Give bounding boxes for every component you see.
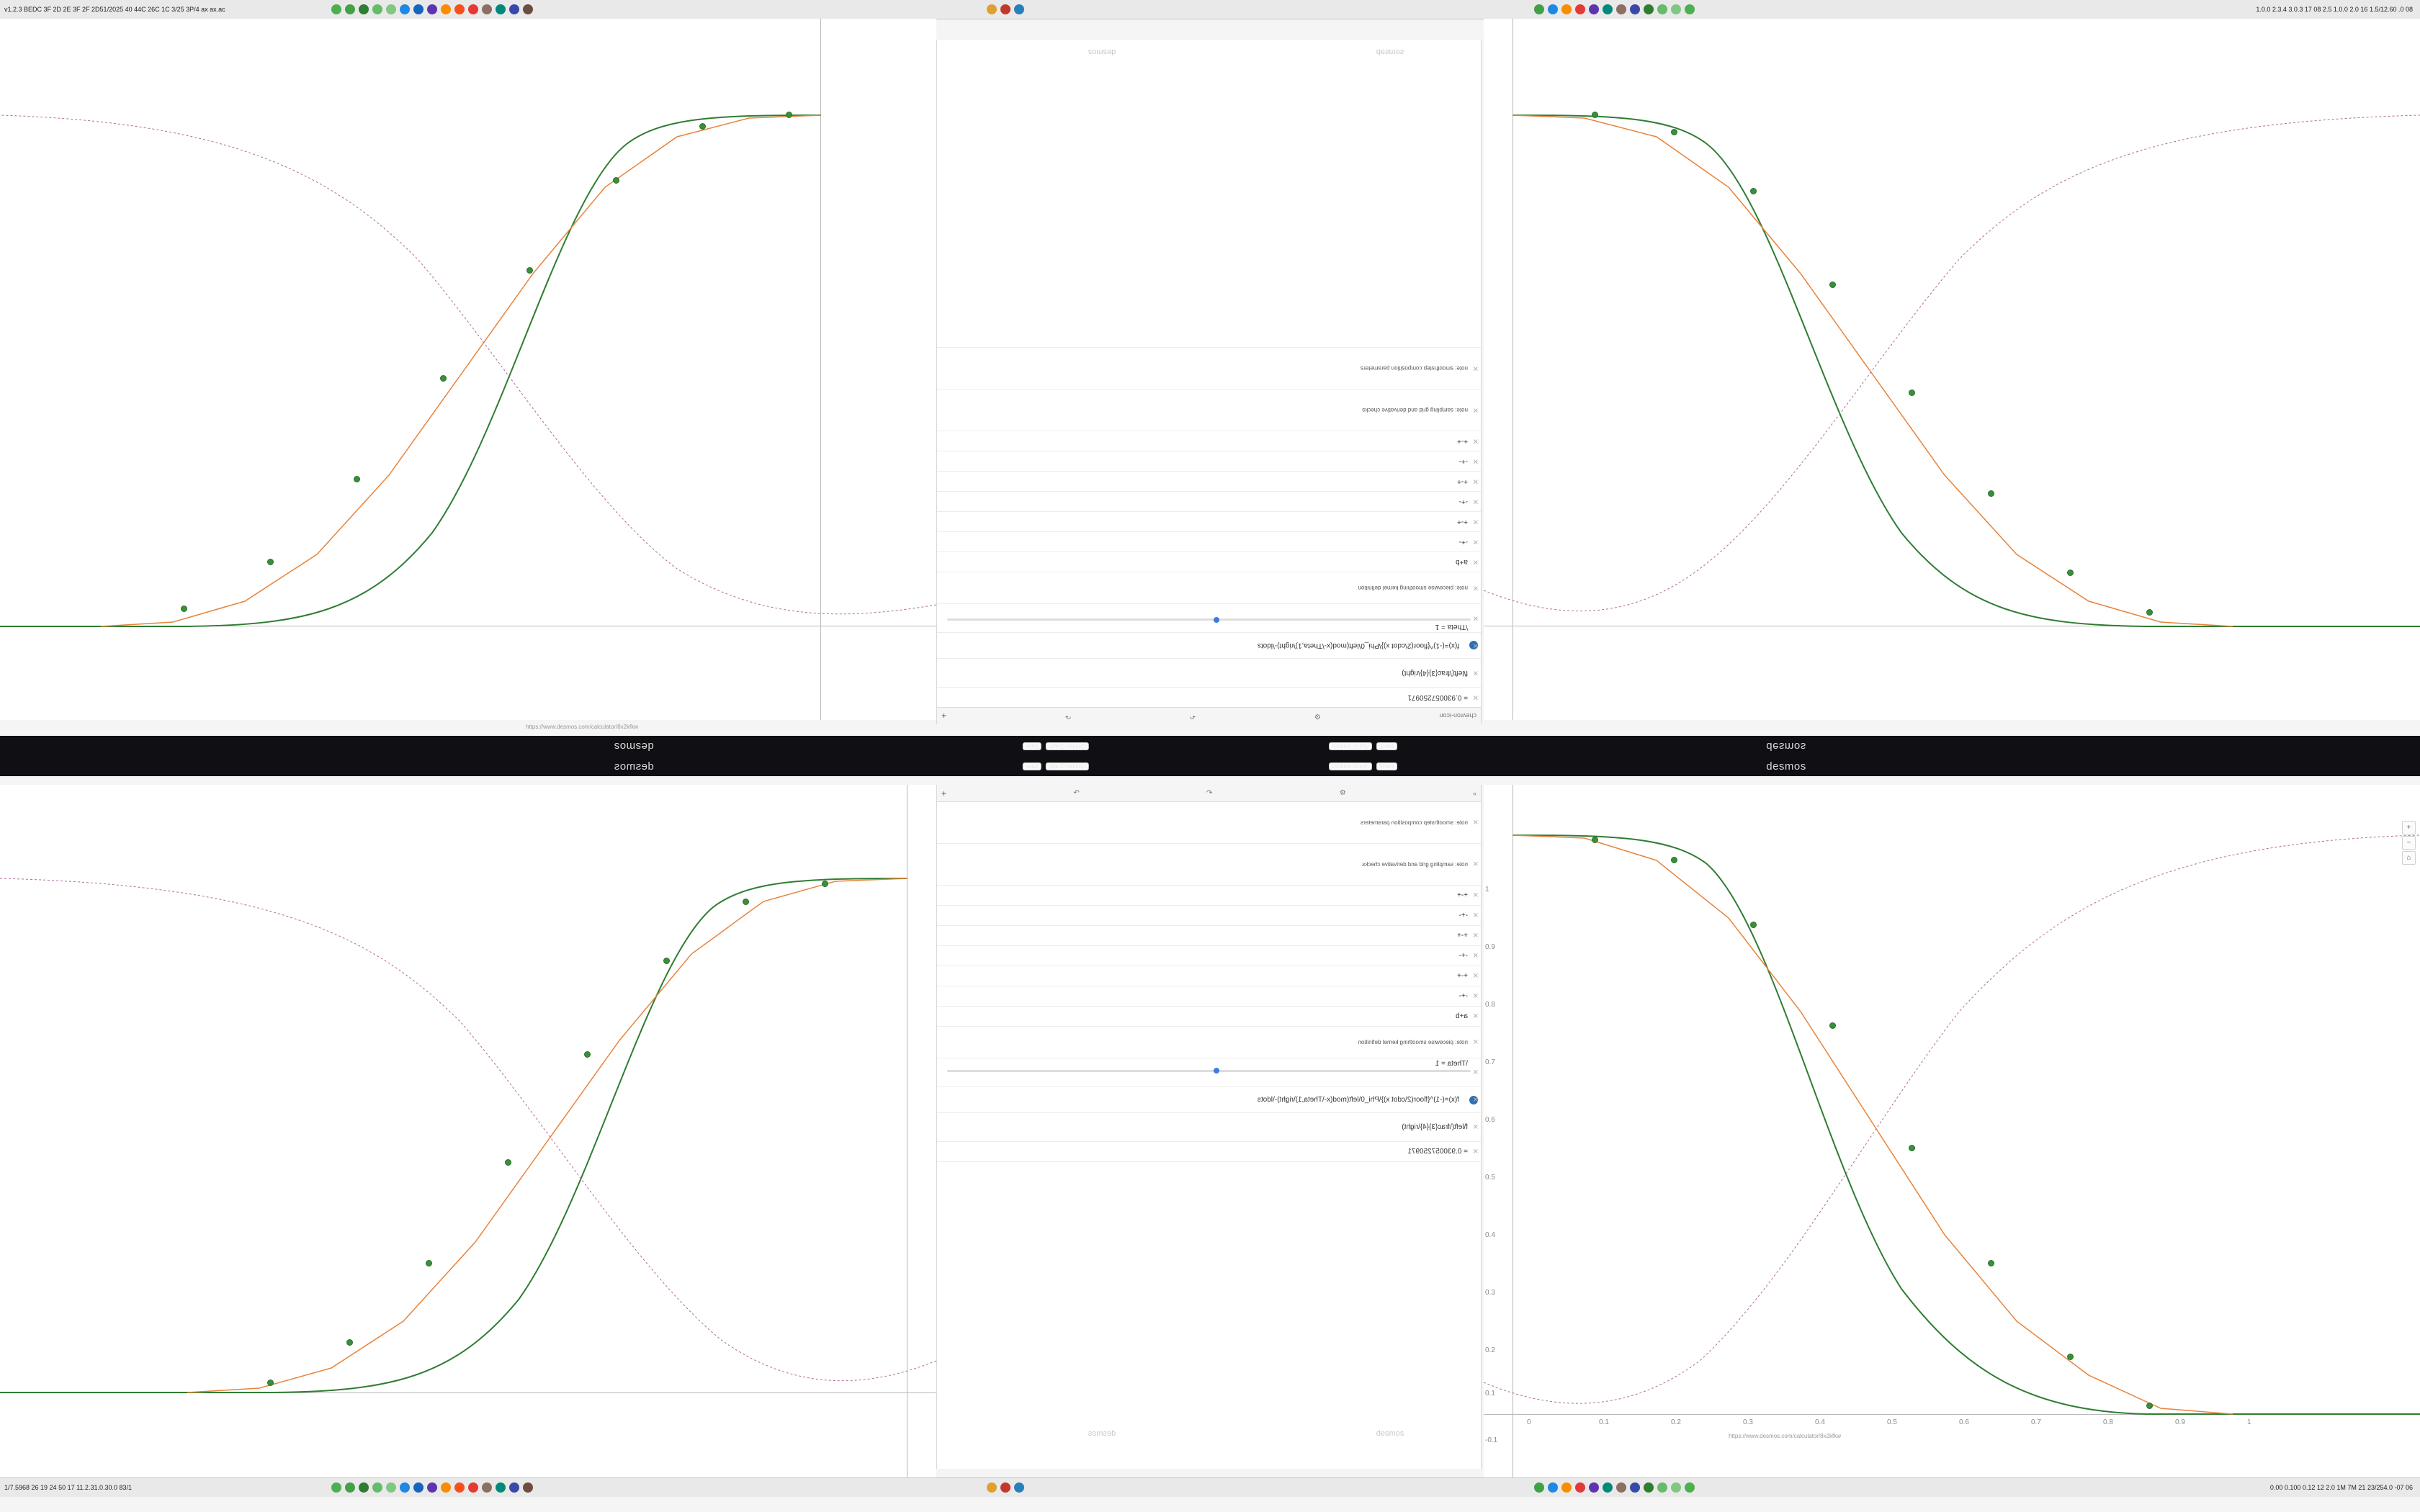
rdock-10[interactable] — [1671, 4, 1681, 14]
expr-row-result[interactable] — [937, 1142, 1481, 1162]
expr-row[interactable] — [937, 511, 1481, 531]
expr-latex: -+- — [1458, 952, 1468, 960]
bdock-0[interactable] — [331, 1482, 341, 1493]
expr-row-function[interactable] — [937, 632, 1481, 658]
taskbar-upper-fields[interactable] — [1023, 742, 1089, 750]
expr-latex: +-+ — [1456, 518, 1468, 526]
sample-point — [2146, 1403, 2153, 1409]
redo-icon[interactable]: ↷ — [1073, 789, 1080, 797]
expr-row[interactable] — [937, 491, 1481, 511]
sample-point — [505, 1159, 511, 1166]
sample-point — [1750, 188, 1757, 194]
dock-icon-6[interactable] — [413, 4, 424, 14]
center-icon-1[interactable] — [1000, 4, 1010, 14]
y-tick-04: 0.4 — [1485, 1231, 1495, 1239]
x-tick-01: 0.1 — [1599, 1418, 1609, 1426]
bdock-12[interactable] — [496, 1482, 506, 1493]
sample-point — [1988, 1260, 1994, 1266]
delete-icon[interactable]: ✕ — [1472, 891, 1479, 899]
y-tick-07: 0.7 — [1485, 1058, 1495, 1066]
delete-icon[interactable]: ✕ — [1472, 952, 1479, 960]
delete-icon[interactable]: ✕ — [1472, 642, 1479, 649]
taskbar-lower-fields-mirror[interactable] — [1329, 762, 1397, 770]
sample-point — [526, 267, 533, 274]
expr-row-note[interactable] — [937, 389, 1481, 431]
brand-bottom-left — [994, 1429, 1210, 1438]
sample-point — [1592, 112, 1598, 118]
expr-latex: -+- — [1458, 912, 1468, 919]
curve-group — [1484, 785, 2420, 1486]
expr-toolbar[interactable] — [937, 707, 1481, 724]
delete-icon[interactable]: ✕ — [1472, 819, 1479, 827]
sample-point — [2067, 570, 2074, 576]
taskbar-upper[interactable] — [0, 736, 2420, 756]
dock-icon-1[interactable] — [345, 4, 355, 14]
bdock-5[interactable] — [400, 1482, 410, 1493]
expr-latex: -+- — [1458, 992, 1468, 1000]
bdock-4[interactable] — [386, 1482, 396, 1493]
brdock-11[interactable] — [1685, 1482, 1695, 1493]
dock-icon-10[interactable] — [468, 4, 478, 14]
brdock-8[interactable] — [1644, 1482, 1654, 1493]
dock-icon-11[interactable] — [482, 4, 492, 14]
center-icon-2[interactable] — [1014, 4, 1024, 14]
expr-row[interactable] — [937, 946, 1481, 966]
rdock-6[interactable] — [1616, 4, 1626, 14]
brand-top-right — [1282, 48, 1498, 56]
sample-point — [426, 1260, 432, 1266]
bdock-2[interactable] — [359, 1482, 369, 1493]
expr-latex: +-+ — [1456, 891, 1468, 899]
note-text: note: smoothstep composition parameters — [1361, 819, 1468, 826]
share-button[interactable]: Share — [1376, 762, 1397, 770]
expr-row[interactable] — [937, 986, 1481, 1007]
note-text: note: smoothstep composition parameters — [1361, 365, 1468, 372]
dock-icon-14[interactable] — [523, 4, 533, 14]
expr-row[interactable] — [937, 1007, 1481, 1027]
expr-row-slider[interactable] — [937, 1058, 1481, 1087]
center-icon-0[interactable] — [987, 4, 997, 14]
expr-row[interactable] — [937, 531, 1481, 552]
x-tick-08: 0.8 — [2103, 1418, 2113, 1426]
x-tick-09: 0.9 — [2175, 1418, 2185, 1426]
bottom-dock-right[interactable] — [1534, 1482, 1697, 1493]
sample-point — [346, 1339, 353, 1346]
expr-row[interactable] — [937, 886, 1481, 906]
brdock-7[interactable] — [1630, 1482, 1640, 1493]
expr-latex: \Theta = 1 — [1435, 623, 1468, 631]
delete-icon[interactable]: ✕ — [1472, 477, 1479, 485]
bdock-3[interactable] — [372, 1482, 382, 1493]
graph-title-field[interactable]: Untitled Graph — [1046, 742, 1089, 750]
delete-icon[interactable]: ✕ — [1472, 518, 1479, 526]
rdock-9[interactable] — [1657, 4, 1667, 14]
sample-point — [1592, 837, 1598, 843]
taskbar-upper-title-right: desmos — [1766, 739, 1806, 752]
note-text: note: piecewise smoothing kernel definition — [1358, 585, 1468, 592]
delete-icon[interactable]: ✕ — [1472, 1038, 1479, 1046]
dock-icon-2[interactable] — [359, 4, 369, 14]
sample-point — [1671, 129, 1677, 135]
theta-slider[interactable] — [947, 618, 1471, 621]
graph-bottom-left[interactable] — [0, 785, 936, 1486]
expr-row-note[interactable] — [937, 572, 1481, 603]
expr-row-result[interactable] — [937, 687, 1481, 707]
x-tick-1: 1 — [2247, 1418, 2251, 1426]
expr-row[interactable] — [937, 552, 1481, 572]
delete-icon[interactable]: ✕ — [1472, 437, 1479, 445]
delete-icon[interactable]: ✕ — [1472, 912, 1479, 919]
brdock-4[interactable] — [1589, 1482, 1599, 1493]
sample-point — [1829, 282, 1836, 288]
rdock-2[interactable] — [1561, 4, 1572, 14]
brdock-10[interactable] — [1671, 1482, 1681, 1493]
delete-icon[interactable]: ✕ — [1472, 860, 1479, 868]
status-url-bottom-right: https://www.desmos.com/calculator/8x2kfkw — [1729, 1433, 1842, 1439]
add-expression-button[interactable]: + — [941, 788, 947, 798]
bdock-1[interactable] — [345, 1482, 355, 1493]
y-tick-09: 0.9 — [1485, 943, 1495, 951]
dock-icon-12[interactable] — [496, 4, 506, 14]
expr-latex: a+b — [1456, 1012, 1468, 1020]
graph-zoom-controls[interactable] — [2402, 821, 2415, 866]
expr-row-note[interactable] — [937, 844, 1481, 886]
delete-icon[interactable]: ✕ — [1472, 1148, 1479, 1156]
undo-icon[interactable]: ↶ — [1206, 789, 1213, 797]
y-tick-03: 0.3 — [1485, 1289, 1495, 1297]
bottom-os-right-text: 0.00 0.100 0.12 12 2.0 1M 7M 21 23/254.0 -07 06 — [2269, 1484, 2413, 1491]
home-button[interactable]: ⌂ — [2402, 851, 2416, 865]
bdock-6[interactable] — [413, 1482, 424, 1493]
delete-icon[interactable]: ✕ — [1472, 498, 1479, 505]
top-os-bar — [0, 0, 2420, 19]
delete-icon[interactable]: ✕ — [1472, 614, 1479, 622]
expr-row-eval[interactable] — [937, 1113, 1481, 1142]
bdock-13[interactable] — [509, 1482, 519, 1493]
bcenter-1[interactable] — [1000, 1482, 1010, 1493]
share-button[interactable]: Share — [1376, 742, 1397, 750]
graph-top-left[interactable] — [0, 19, 936, 720]
delete-icon[interactable]: ✕ — [1472, 1012, 1479, 1020]
expr-latex: f(x)=(-1)^{floor(2\cdot x)}\Phi_0\left(mod(x-\Theta,1)\right)-\ldots — [1257, 1096, 1459, 1104]
add-expression-button[interactable]: + — [941, 711, 947, 721]
expr-latex: a+b — [1456, 558, 1468, 566]
expr-row[interactable] — [937, 451, 1481, 471]
expr-latex: \Theta = 1 — [1435, 1060, 1468, 1068]
result-value: = 0.930057250971 — [1407, 1148, 1468, 1156]
brand-label: desmos — [1088, 1429, 1116, 1438]
rdock-3[interactable] — [1575, 4, 1585, 14]
x-tick-04: 0.4 — [1815, 1418, 1825, 1426]
expr-row[interactable] — [937, 926, 1481, 946]
sample-point — [584, 1051, 591, 1058]
curve-group — [0, 19, 936, 720]
expr-row-eval[interactable] — [937, 658, 1481, 687]
bottom-os-left-text: 1/7.5968 26 19 24 50 17 11.2.31.0.30.0 83/1 — [4, 1484, 132, 1491]
sample-point — [786, 112, 792, 118]
expression-panel-lower-left[interactable] — [936, 785, 1482, 1469]
sample-point — [613, 177, 619, 184]
delete-icon[interactable]: ✕ — [1472, 693, 1479, 701]
x-tick-07: 0.7 — [2031, 1418, 2041, 1426]
y-tick-neg01: -0.1 — [1485, 1436, 1498, 1444]
bottom-dock[interactable] — [331, 1482, 535, 1493]
delete-icon[interactable]: ✕ — [1472, 932, 1479, 940]
sample-point — [743, 899, 749, 905]
expr-row[interactable] — [937, 471, 1481, 491]
x-tick-02: 0.2 — [1671, 1418, 1681, 1426]
sample-point — [1988, 490, 1994, 497]
brand-label: desmos — [1376, 48, 1404, 56]
delete-icon[interactable]: ✕ — [1472, 669, 1479, 677]
sample-point — [2067, 1354, 2074, 1360]
taskbar-lower[interactable] — [0, 756, 2420, 776]
expr-row-function[interactable] — [937, 1087, 1481, 1113]
expr-row-note[interactable] — [937, 1027, 1481, 1058]
sample-point — [1909, 1145, 1915, 1151]
brdock-6[interactable] — [1616, 1482, 1626, 1493]
expr-latex: f(x)=(-1)^{floor(2\cdot x)}\Phi_0\left(mod(x-\Theta,1)\right)-\ldots — [1257, 642, 1459, 649]
brdock-1[interactable] — [1548, 1482, 1558, 1493]
top-dock-right[interactable] — [1534, 4, 1697, 14]
dock-icon-13[interactable] — [509, 4, 519, 14]
gear-icon[interactable]: ⚙ — [1339, 789, 1346, 797]
rdock-7[interactable] — [1630, 4, 1640, 14]
brdock-3[interactable] — [1575, 1482, 1585, 1493]
gear-icon[interactable]: ⚙ — [1314, 712, 1321, 720]
bdock-7[interactable] — [427, 1482, 437, 1493]
expr-latex: +-+ — [1456, 972, 1468, 980]
rdock-1[interactable] — [1548, 4, 1558, 14]
expr-latex: -+- — [1458, 498, 1468, 505]
curve-group — [0, 785, 936, 1486]
delete-icon[interactable]: ✕ — [1472, 1068, 1479, 1076]
taskbar-lower-title-left: desmos — [614, 760, 654, 773]
sample-point — [1909, 390, 1915, 396]
dock-icon-0[interactable] — [331, 4, 341, 14]
rdock-8[interactable] — [1644, 4, 1654, 14]
delete-icon[interactable]: ✕ — [1472, 584, 1479, 592]
bcenter-2[interactable] — [1014, 1482, 1024, 1493]
bdock-14[interactable] — [523, 1482, 533, 1493]
sample-point — [440, 375, 447, 382]
rdock-0[interactable] — [1534, 4, 1544, 14]
expr-latex: -+- — [1458, 538, 1468, 546]
brand-bottom-right — [1282, 1429, 1498, 1438]
x-tick-05: 0.5 — [1887, 1418, 1897, 1426]
brand-label: desmos — [1088, 48, 1116, 56]
top-dock-center[interactable] — [987, 4, 1026, 14]
x-tick-0: 0 — [1527, 1418, 1531, 1426]
brand-label: desmos — [1376, 1429, 1404, 1438]
delete-icon[interactable]: ✕ — [1472, 457, 1479, 465]
expr-latex: f\left(\frac{3}{4}\right) — [1402, 669, 1468, 677]
expr-row[interactable] — [937, 966, 1481, 986]
save-button[interactable]: Save — [1023, 762, 1041, 770]
brdock-2[interactable] — [1561, 1482, 1572, 1493]
bcenter-0[interactable] — [987, 1482, 997, 1493]
note-text: note: sampling grid and derivative checks — [1362, 860, 1468, 868]
collapse-icon[interactable]: chevron-icon — [1439, 712, 1476, 720]
delete-icon[interactable]: ✕ — [1472, 538, 1479, 546]
dock-icon-3[interactable] — [372, 4, 382, 14]
sample-point — [267, 1380, 274, 1386]
expr-row-note[interactable] — [937, 347, 1481, 389]
taskbar-lower-fields[interactable] — [1023, 762, 1089, 770]
dock-icon-9[interactable] — [454, 4, 465, 14]
sample-point — [2146, 609, 2153, 616]
brand-top-left — [994, 48, 1210, 56]
expr-toolbar[interactable] — [937, 785, 1481, 802]
top-os-left-text: v1.2.3 BEDC 3F 2D 2E 3F 2F 2D51/2025 40 44C 26C 1C 3/25 3P/4 ax ax.ac — [4, 6, 225, 13]
expr-latex: f\left(\frac{3}{4}\right) — [1402, 1123, 1468, 1131]
note-text: note: piecewise smoothing kernel definition — [1358, 1038, 1468, 1045]
bdock-8[interactable] — [441, 1482, 451, 1493]
zoom-in-button[interactable]: + — [2402, 821, 2416, 834]
taskbar-upper-title-left: desmos — [614, 739, 654, 752]
curve-group — [1484, 19, 2420, 720]
dock-icon-8[interactable] — [441, 4, 451, 14]
expr-latex: -+- — [1458, 457, 1468, 465]
brdock-0[interactable] — [1534, 1482, 1544, 1493]
save-button[interactable]: Save — [1023, 742, 1041, 750]
result-value: = 0.930057250971 — [1407, 693, 1468, 701]
expr-row-slider[interactable] — [937, 603, 1481, 632]
delete-icon[interactable]: ✕ — [1472, 972, 1479, 980]
bottom-os-bar — [0, 1477, 2420, 1497]
y-tick-06: 0.6 — [1485, 1116, 1495, 1124]
y-tick-05: 0.5 — [1485, 1174, 1495, 1182]
taskbar-lower-title-right: desmos — [1766, 760, 1806, 773]
delete-icon[interactable]: ✕ — [1472, 364, 1479, 372]
rdock-5[interactable] — [1603, 4, 1613, 14]
delete-icon[interactable]: ✕ — [1472, 406, 1479, 414]
theta-slider[interactable] — [947, 1070, 1471, 1072]
graph-bottom-right[interactable] — [1484, 785, 2420, 1486]
sample-point — [699, 123, 706, 130]
sample-point — [181, 606, 187, 612]
dock-icon-4[interactable] — [386, 4, 396, 14]
sample-point — [1750, 922, 1757, 928]
x-tick-03: 0.3 — [1743, 1418, 1753, 1426]
y-tick-08: 0.8 — [1485, 1001, 1495, 1009]
bottom-dock-center[interactable] — [987, 1482, 1026, 1493]
dock-icon-7[interactable] — [427, 4, 437, 14]
sample-point — [822, 881, 828, 887]
rdock-11[interactable] — [1685, 4, 1695, 14]
expr-row[interactable] — [937, 431, 1481, 451]
delete-icon[interactable]: ✕ — [1472, 992, 1479, 1000]
redo-icon[interactable]: ↷ — [1065, 712, 1072, 720]
x-tick-06: 0.6 — [1959, 1418, 1969, 1426]
sample-point — [663, 958, 670, 964]
delete-icon[interactable]: ✕ — [1472, 1096, 1479, 1104]
rdock-4[interactable] — [1589, 4, 1599, 14]
y-tick-02: 0.2 — [1485, 1346, 1495, 1354]
top-dock[interactable] — [331, 4, 535, 14]
y-tick-01: 0.1 — [1485, 1390, 1495, 1398]
collapse-icon[interactable]: » — [1472, 789, 1476, 797]
dock-icon-5[interactable] — [400, 4, 410, 14]
delete-icon[interactable]: ✕ — [1472, 1123, 1479, 1131]
bdock-11[interactable] — [482, 1482, 492, 1493]
graph-title-field[interactable]: Untitled Graph — [1046, 762, 1089, 770]
expr-row[interactable] — [937, 906, 1481, 926]
undo-icon[interactable]: ↶ — [1189, 712, 1196, 720]
brdock-5[interactable] — [1603, 1482, 1613, 1493]
graph-title-field[interactable]: Untitled Graph — [1329, 762, 1372, 770]
y-tick-1: 1 — [1485, 886, 1489, 894]
expr-latex: +-+ — [1456, 932, 1468, 940]
bdock-9[interactable] — [454, 1482, 465, 1493]
sample-point — [267, 559, 274, 565]
top-os-right-text: 1.0.0 2.3.4 3.0.3 17 08 2.5 1.0.0 2.0 16 1.5/12.60 .0 08 — [2256, 6, 2413, 13]
note-text: note: sampling grid and derivative checks — [1362, 407, 1468, 414]
taskbar-upper-fields-mirror[interactable] — [1329, 742, 1397, 750]
expr-latex: +-+ — [1456, 437, 1468, 445]
zoom-out-button[interactable]: − — [2402, 836, 2416, 850]
graph-title-field[interactable]: Untitled Graph — [1329, 742, 1372, 750]
expr-latex: +-+ — [1456, 477, 1468, 485]
status-url-top-left: https://www.desmos.com/calculator/8x2kfkw — [526, 724, 639, 730]
expression-panel-upper-left[interactable] — [936, 40, 1482, 724]
sample-point — [354, 476, 360, 482]
delete-icon[interactable]: ✕ — [1472, 558, 1479, 566]
graph-top-right[interactable] — [1484, 19, 2420, 720]
bdock-10[interactable] — [468, 1482, 478, 1493]
sample-point — [1829, 1022, 1836, 1029]
sample-point — [1671, 857, 1677, 863]
brdock-9[interactable] — [1657, 1482, 1667, 1493]
expr-row-note[interactable] — [937, 802, 1481, 844]
